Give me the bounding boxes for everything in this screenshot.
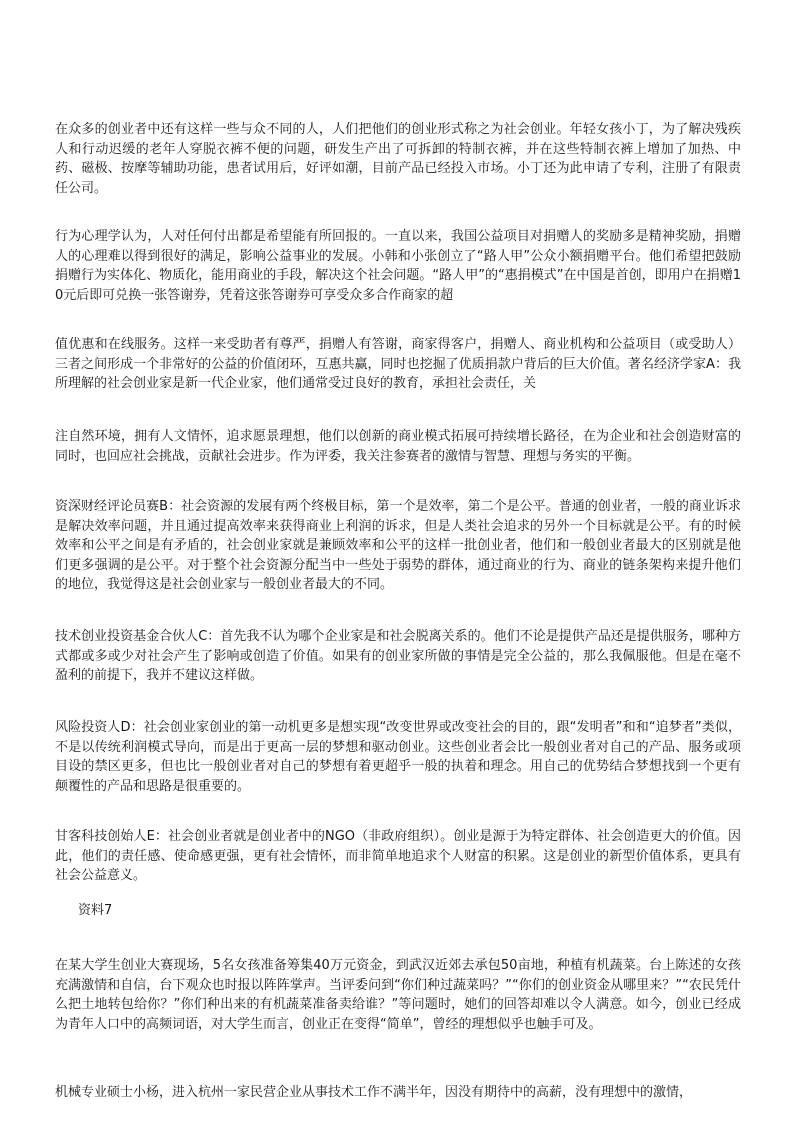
paragraph-investor-d: 风险投资人D：社会创业家创业的第一动机更多是想实现“改变世界或改变社会的目的，跟“发明者”和和“追梦者”类似，不是以传统利润模式导向，而是出于更高一层的梦想和驱动创业。这些创业者会比一般创业者对自己的产品、服务或项目设的禁区更多，但也比一般创业者对自己的梦想有着更超乎一般的执着和理念。用自己的优势结合梦想找到一个更有颠覆性的产品和思路是很重要的。 xyxy=(55,720,741,794)
paragraph-lurenjia-platform: 行为心理学认为，人对任何付出都是希望能有所回报的。一直以来，我国公益项目对捐赠人的奖励多是精神奖励，捐赠人的心理难以得到很好的满足，影响公益事业的发展。小韩和小张创立了“路人甲”公众小额捐赠平台。他们希望把鼓励捐赠行为实体化、物质化，能用商业的手段，解决这个社会问题。“路人甲”的“惠捐模式”在中国是首创，即用户在捐赠10元后即可兑换一张答谢券，凭着这张答谢券可享受众多合作商家的超 xyxy=(55,229,741,303)
paragraph-social-entrepreneur-xiaoding: 在众多的创业者中还有这样一些与众不同的人，人们把他们的创业形式称之为社会创业。年轻女孩小丁，为了解决残疾人和行动迟缓的老年人穿脱衣裤不便的问题，研发生产出了可拆卸的特制衣裤，并在这些特制衣裤上增加了加热、中药、磁极、按摩等辅助功能，患者试用后，好评如潮，目前产品已经投入市场。小丁还为此申请了专利，注册了有限责任公司。 xyxy=(55,122,741,196)
section-label: 资料7 xyxy=(78,903,113,918)
paragraph-partner-c: 技术创业投资基金合伙人C：首先我不认为哪个企业家是和社会脱离关系的。他们不论是提供产品还是提供服务，哪种方式都或多或少对社会产生了影响或创造了价值。如果有的创业家所做的事情是完全公益的，那么我佩服他。但是在毫不盈利的前提下，我并不建议这样做。 xyxy=(55,629,741,683)
paragraph-economist-a-continued: 注自然环境，拥有人文情怀，追求愿景理想，他们以创新的商业模式拓展可持续增长路径，在为企业和社会创造财富的同时，也回应社会挑战，贡献社会进步。作为评委，我关注参赛者的激情与智慧、理想与务实的平衡。 xyxy=(55,429,741,464)
paragraph-economist-a: 值优惠和在线服务。这样一来受助者有尊严，捐赠人有答谢，商家得客户，捐赠人、商业机构和公益项目（或受助人）三者之间形成一个非常好的公益的价值闭环，互惠共赢，同时也挖掘了优质捐款户背后的巨大价值。著名经济学家A：我所理解的社会创业家是新一代企业家，他们通常受过良好的教育，承担社会责任，关 xyxy=(55,337,741,391)
paragraph-commentator-b: 资深财经评论员赛B：社会资源的发展有两个终极目标，第一个是效率，第二个是公平。普通的创业者，一般的商业诉求是解决效率问题，并且通过提高效率来获得商业上利润的诉求，但是人类社会追求的另外一个目标就是公平。有的时候效率和公平之间是有矛盾的，社会创业家就是兼顾效率和公平的这样一批创业者，他们和一般创业者最大的区别就是他们更多强调的是公平。对于整个社会资源分配当中一些处于弱势的群体，通过商业的行为、商业的链条架构来提升他们的地位，我觉得这是社会创业家与一般创业者最大的不同。 xyxy=(55,499,741,592)
paragraph-college-contest: 在某大学生创业大赛现场，5名女孩准备筹集40万元资金，到武汉近郊去承包50亩地，种植有机蔬菜。台上陈述的女孩充满激情和自信，台下观众也时报以阵阵掌声。当评委问到“你们种过蔬菜吗？”“你们的创业资金从哪里来？”“农民凭什么把土地转包给你？”你们种出来的有机蔬菜准备卖给谁？”等问题时，她们的回答却难以令人满意。如今，创业已经成为青年人口中的高频词语，对大学生而言，创业正在变得“简单”，曾经的理想似乎也触手可及。 xyxy=(55,958,741,1032)
paragraph-founder-e: 甘客科技创始人E：社会创业者就是创业者中的NGO（非政府组织）。创业是源于为特定群体、社会创造更大的价值。因此，他们的责任感、使命感更强，更有社会情怀，而非简单地追求个人财富的积累。这是创业的新型价值体系，更具有社会公益意义。 xyxy=(55,829,741,883)
paragraph-xiaoyang: 机械专业硕士小杨，进入杭州一家民营企业从事技术工作不满半年，因没有期待中的高薪，没有理想中的激情， xyxy=(55,1085,693,1100)
